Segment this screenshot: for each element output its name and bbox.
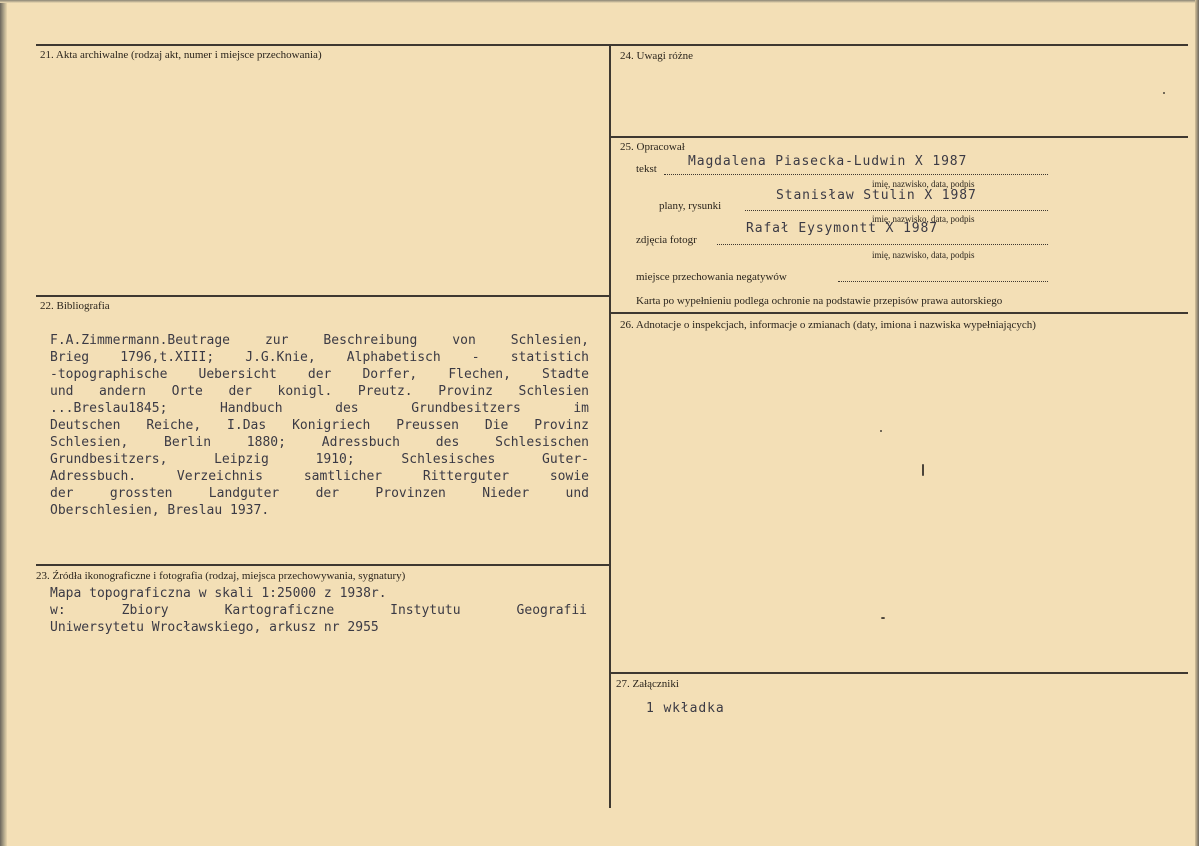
paper-mark [922,464,924,476]
negatywy-label: miejsce przechowania negatywów [636,271,787,283]
plany-caption: imię, nazwisko, data, podpis [872,214,975,224]
section-23-label: 23. Źródła ikonograficzne i fotografia (rodzaj, miejsca przechowywania, sygnatury) [36,570,406,582]
section-22-label: 22. Bibliografia [40,300,110,312]
card-top-edge [0,0,1199,3]
bibliography-line: -topographische Uebersicht der Dorfer, Flechen, Stadte [50,368,589,382]
paper-mark [881,617,885,619]
copyright-note: Karta po wypełnieniu podlega ochronie na podstawie przepisów prawa autorskiego [636,295,1003,307]
bibliography-line: Oberschlesien, Breslau 1937. [50,504,270,518]
tekst-value: Magdalena Piasecka-Ludwin X 1987 [688,154,968,169]
tekst-line [664,174,1048,175]
bibliography-line: Brieg 1796,t.XIII; J.G.Knie, Alphabetisch - statistich [50,351,589,365]
plany-line [745,210,1048,211]
card-right-edge [1195,0,1199,846]
iconography-line: Uniwersytetu Wrocławskiego, arkusz nr 2955 [50,621,379,635]
paper-mark [1163,92,1165,94]
bibliography-line: und andern Orte der konigl. Preutz. Provinz Schlesien [50,385,589,399]
center-divider [609,44,611,808]
card-left-edge [0,0,7,846]
bibliography-line: F.A.Zimmermann.Beutrage zur Beschreibung von Schlesien, [50,334,589,348]
bibliography-line: Grundbesitzers, Leipzig 1910; Schlesisches Guter- [50,453,589,467]
section-21-label: 21. Akta archiwalne (rodzaj akt, numer i miejsce przechowania) [40,49,322,61]
bibliography-line: ...Breslau1845; Handbuch des Grundbesitzers im [50,402,589,416]
top-rule [36,44,1188,46]
bibliography-line: Schlesien, Berlin 1880; Adressbuch des Schlesischen [50,436,589,450]
rule-21-22 [36,295,610,297]
rule-26-27 [610,672,1188,674]
section-24-label: 24. Uwagi różne [620,50,694,62]
iconography-line: w: Zbiory Kartograficzne Instytutu Geografii [50,604,587,618]
section-25-label: 25. Opracował [620,141,685,153]
iconography-text [50,587,587,638]
zdjecia-line [717,244,1048,245]
zdjecia-value: Rafał Eysymontt X 1987 [746,221,938,236]
section-27-label: 27. Załączniki [616,678,679,690]
paper-mark [880,430,882,432]
section-26-label: 26. Adnotacje o inspekcjach, informacje o zmianach (daty, imiona i nazwiska wypełniających) [620,319,1036,331]
plany-label: plany, rysunki [659,200,722,212]
rule-24-25 [610,136,1188,138]
attachments-value: 1 wkładka [646,701,725,716]
rule-25-26 [610,312,1188,314]
negatywy-line [838,281,1048,282]
tekst-label: tekst [636,163,657,175]
bibliography-line: Deutschen Reiche, I.Das Konigriech Preussen Die Provinz [50,419,589,433]
iconography-line: Mapa topograficzna w skali 1:25000 z 1938r. [50,587,387,601]
zdjecia-caption: imię, nazwisko, data, podpis [872,250,975,260]
tekst-caption: imię, nazwisko, data, podpis [872,179,975,189]
bibliography-line: Adressbuch. Verzeichnis samtlicher Ritterguter sowie [50,470,589,484]
plany-value: Stanisław Stulin X 1987 [776,188,977,203]
rule-22-23 [36,564,610,566]
zdjecia-label: zdjęcia fotogr [636,234,697,246]
bibliography-text [50,334,589,521]
bibliography-line: der grossten Landguter der Provinzen Nieder und [50,487,589,501]
